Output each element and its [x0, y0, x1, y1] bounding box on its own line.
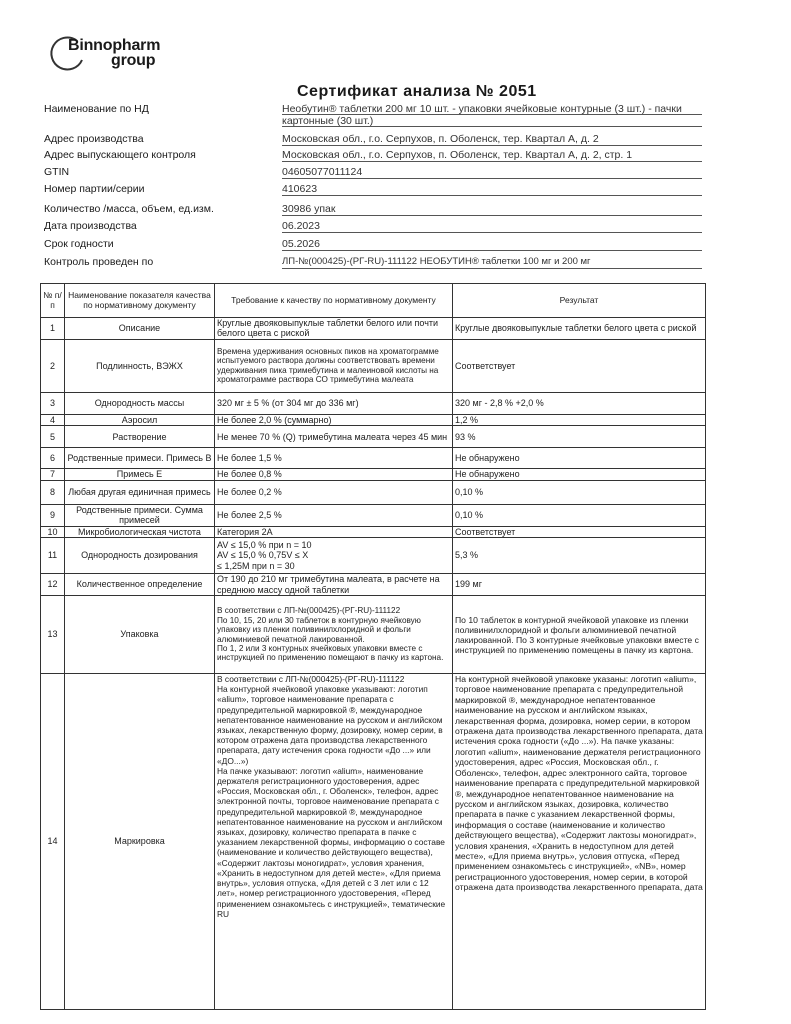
meta-label: Номер партии/серии	[44, 183, 145, 195]
row-indicator: Упаковка	[65, 596, 215, 674]
meta-value: 05.2026	[282, 238, 320, 250]
row-num: 3	[41, 392, 65, 414]
meta-label: Дата производства	[44, 220, 137, 232]
row-result: 320 мг - 2,8 % +2,0 %	[453, 392, 706, 414]
meta-row	[44, 256, 704, 272]
row-result: 1,2 %	[453, 414, 706, 425]
logo-text	[68, 38, 160, 68]
meta-row	[44, 203, 704, 219]
row-requirement: Не более 2,0 % (суммарно)	[215, 414, 453, 425]
row-requirement: Не более 0,8 %	[215, 469, 453, 480]
row-num: 2	[41, 339, 65, 392]
table-row	[41, 504, 706, 526]
row-requirement: 320 мг ± 5 % (от 304 мг до 336 мг)	[215, 392, 453, 414]
row-indicator: Любая другая единичная примесь	[65, 480, 215, 504]
row-indicator: Родственные примеси. Сумма примесей	[65, 504, 215, 526]
row-num: 14	[41, 674, 65, 1010]
row-indicator: Примесь Е	[65, 469, 215, 480]
row-indicator: Подлинность, ВЭЖХ	[65, 339, 215, 392]
row-num: 10	[41, 526, 65, 537]
header-num: № п/п	[41, 284, 65, 318]
row-num: 4	[41, 414, 65, 425]
row-result: 0,10 %	[453, 480, 706, 504]
table-row	[41, 318, 706, 340]
meta-label: Адрес производства	[44, 133, 144, 145]
meta-value: 04605077011124	[282, 166, 363, 178]
row-num: 13	[41, 596, 65, 674]
analysis-table	[40, 283, 706, 1010]
row-result: Соответствует	[453, 526, 706, 537]
meta-row	[44, 166, 704, 182]
logo-line-2: group	[111, 52, 156, 69]
row-num: 5	[41, 426, 65, 448]
meta-value: Необутин® таблетки 200 мг 10 шт. - упаковки ячейковые контурные (3 шт.) - пачки картонные (30 шт.)	[282, 103, 682, 127]
row-num: 7	[41, 469, 65, 480]
meta-label: Контроль проведен по	[44, 256, 154, 268]
logo-line-1: Binnopharm	[68, 37, 161, 54]
row-result: Не обнаружено	[453, 448, 706, 469]
row-result: Соответствует	[453, 339, 706, 392]
table-row	[41, 596, 706, 674]
row-result: 199 мг	[453, 574, 706, 596]
row-requirement: Не более 2,5 %	[215, 504, 453, 526]
table-row	[41, 448, 706, 469]
row-result: 0,10 %	[453, 504, 706, 526]
meta-label: Срок годности	[44, 238, 114, 250]
row-requirement: В соответствии с ЛП-№(000425)-(РГ-RU)-111122 По 10, 15, 20 или 30 таблеток в контурную ячейковую упаковку из пленки поливинилхлоридной и фольги алюминиевой печатной лакированной. По 1, 2 или 3 контурных ячейковых упаковки вместе с инструкцией по применению помещают в пачку из картона.	[215, 596, 453, 674]
table-header-row	[41, 284, 706, 318]
meta-label: Количество /масса, объем, ед.изм.	[44, 203, 214, 215]
table-row	[41, 574, 706, 596]
meta-label: Адрес выпускающего контроля	[44, 149, 196, 161]
row-result: На контурной ячейковой упаковке указаны: логотип «alium», торговое наименование препарата с предупредительной маркировкой ®, международное непатентованное наименование на русском и английском языках, лекарственная форма, дозировка, номер серии, в котором отражена дата производства лекарственного препарата, дата истечения срока годности («До ...»). На пачке указаны: логотип «alium», наименование держателя регистрационного удостоверения, адрес «Россия, Московская обл., г. Оболенск», телефон, адрес электронного сайта, торговое наименование препарата с предупредительной маркировкой ®, международное непатентованное наименование на русском и английском языках, дозировка, количество препарата в пачке с указанием лекарственной формы, информация о составе (наименование и количество действующего вещества), «Содержит лактозы моногидрат», условия хранения, «Хранить в недоступном для детей месте», «Для приема внутрь», условия отпуска, «Перед применением ознакомьтесь с инструкцией», «NB», номер регистрационного удостоверения, номер серии, в которой отражена дата производства лекарственного препарата, дата	[453, 674, 706, 1010]
table-row	[41, 339, 706, 392]
table-row	[41, 538, 706, 574]
row-requirement: Категория 2А	[215, 526, 453, 537]
meta-row	[44, 238, 704, 254]
meta-row	[44, 133, 704, 149]
row-num: 9	[41, 504, 65, 526]
meta-row	[44, 103, 704, 133]
row-indicator: Количественное определение	[65, 574, 215, 596]
table-row	[41, 392, 706, 414]
row-result: Круглые двояковыпуклые таблетки белого цвета с риской	[453, 318, 706, 340]
meta-row	[44, 183, 704, 199]
header-requirement: Требование к качеству по нормативному документу	[215, 284, 453, 318]
table-row	[41, 414, 706, 425]
header-result: Результат	[453, 284, 706, 318]
row-indicator: Маркировка	[65, 674, 215, 1010]
meta-label: Наименование по НД	[44, 103, 149, 115]
row-requirement: Круглые двояковыпуклые таблетки белого или почти белого цвета с риской	[215, 318, 453, 340]
row-requirement: От 190 до 210 мг тримебутина малеата, в расчете на среднюю массу одной таблетки	[215, 574, 453, 596]
meta-value: Московская обл., г.о. Серпухов, п. Оболенск, тер. Квартал А, д. 2	[282, 133, 599, 145]
certificate-title: Сертификат анализа № 2051	[297, 83, 537, 100]
row-num: 8	[41, 480, 65, 504]
row-indicator: Растворение	[65, 426, 215, 448]
row-num: 12	[41, 574, 65, 596]
meta-value: ЛП-№(000425)-(РГ-RU)-111122 НЕОБУТИН® таблетки 100 мг и 200 мг	[282, 256, 591, 267]
table-row	[41, 674, 706, 1010]
meta-row	[44, 149, 704, 165]
row-requirement: Не менее 70 % (Q) тримебутина малеата через 45 мин	[215, 426, 453, 448]
row-indicator: Аэросил	[65, 414, 215, 425]
row-result: Не обнаружено	[453, 469, 706, 480]
row-result: По 10 таблеток в контурной ячейковой упаковке из пленки поливинилхлоридной и фольги алюминиевой печатной лакированной. По 3 контурные ячейковые упаковки вместе с инструкцией по применению помещены в пачку из картона.	[453, 596, 706, 674]
row-indicator: Описание	[65, 318, 215, 340]
row-num: 11	[41, 538, 65, 574]
row-result: 93 %	[453, 426, 706, 448]
row-result: 5,3 %	[453, 538, 706, 574]
table-row	[41, 480, 706, 504]
meta-value: 06.2023	[282, 220, 320, 232]
row-indicator: Однородность массы	[65, 392, 215, 414]
meta-value: 410623	[282, 183, 318, 195]
row-requirement: Не более 1,5 %	[215, 448, 453, 469]
row-requirement: Времена удерживания основных пиков на хроматограмме испытуемого раствора должны соответствовать времени удерживания пика тримебутина и малеиновой кислоты на хроматограмме раствора СО тримебутина малеата	[215, 339, 453, 392]
company-logo	[48, 32, 188, 76]
row-indicator: Микробиологическая чистота	[65, 526, 215, 537]
meta-row	[44, 220, 704, 236]
row-indicator: Однородность дозирования	[65, 538, 215, 574]
row-num: 6	[41, 448, 65, 469]
table-row	[41, 469, 706, 480]
meta-value: Московская обл., г.о. Серпухов, п. Оболенск, тер. Квартал А, д. 2, стр. 1	[282, 149, 633, 161]
header-indicator: Наименование показателя качества по нормативному документу	[65, 284, 215, 318]
row-indicator: Родственные примеси. Примесь В	[65, 448, 215, 469]
table-row	[41, 426, 706, 448]
meta-label: GTIN	[44, 166, 70, 178]
meta-value: 30986 упак	[282, 203, 336, 215]
row-requirement: В соответствии с ЛП-№(000425)-(РГ-RU)-111122 На контурной ячейковой упаковке указывают: логотип «alium», торговое наименование препарата с предупредительной маркировкой ®, международное непатентованное наименование на русском и английском языках, лекарственную форму, дозировку, номер серии, в котором отражена дата производства лекарственного препарата, дату истечения срока годности «До ...» или «ДО...») На пачке указывают: логотип «alium», наименование держателя регистрационного удостоверения, адрес «Россия, Московская обл., г. Оболенск», телефон, адрес электронной почты, торговое наименование препарата с предупредительной маркировкой ®, международное непатентованное наименование на русском и английском языках, дозировку, количество препарата в пачке с указанием лекарственной формы, информацию о составе (наименование и количество действующего вещества), «Содержит лактозы моногидрат», условия хранения, «Хранить в недоступном для детей месте», «Для приема внутрь», условия отпуска, «Для детей с 3 лет или с 12 лет», номер регистрационного удостоверения, «Перед применением ознакомьтесь с инструкцией», тематические RU	[215, 674, 453, 1010]
row-requirement: Не более 0,2 %	[215, 480, 453, 504]
row-num: 1	[41, 318, 65, 340]
table-row	[41, 526, 706, 537]
row-requirement: AV ≤ 15,0 % при n = 10 AV ≤ 15,0 % 0,75V ≤ X ≤ 1,25M при n = 30	[215, 538, 453, 574]
